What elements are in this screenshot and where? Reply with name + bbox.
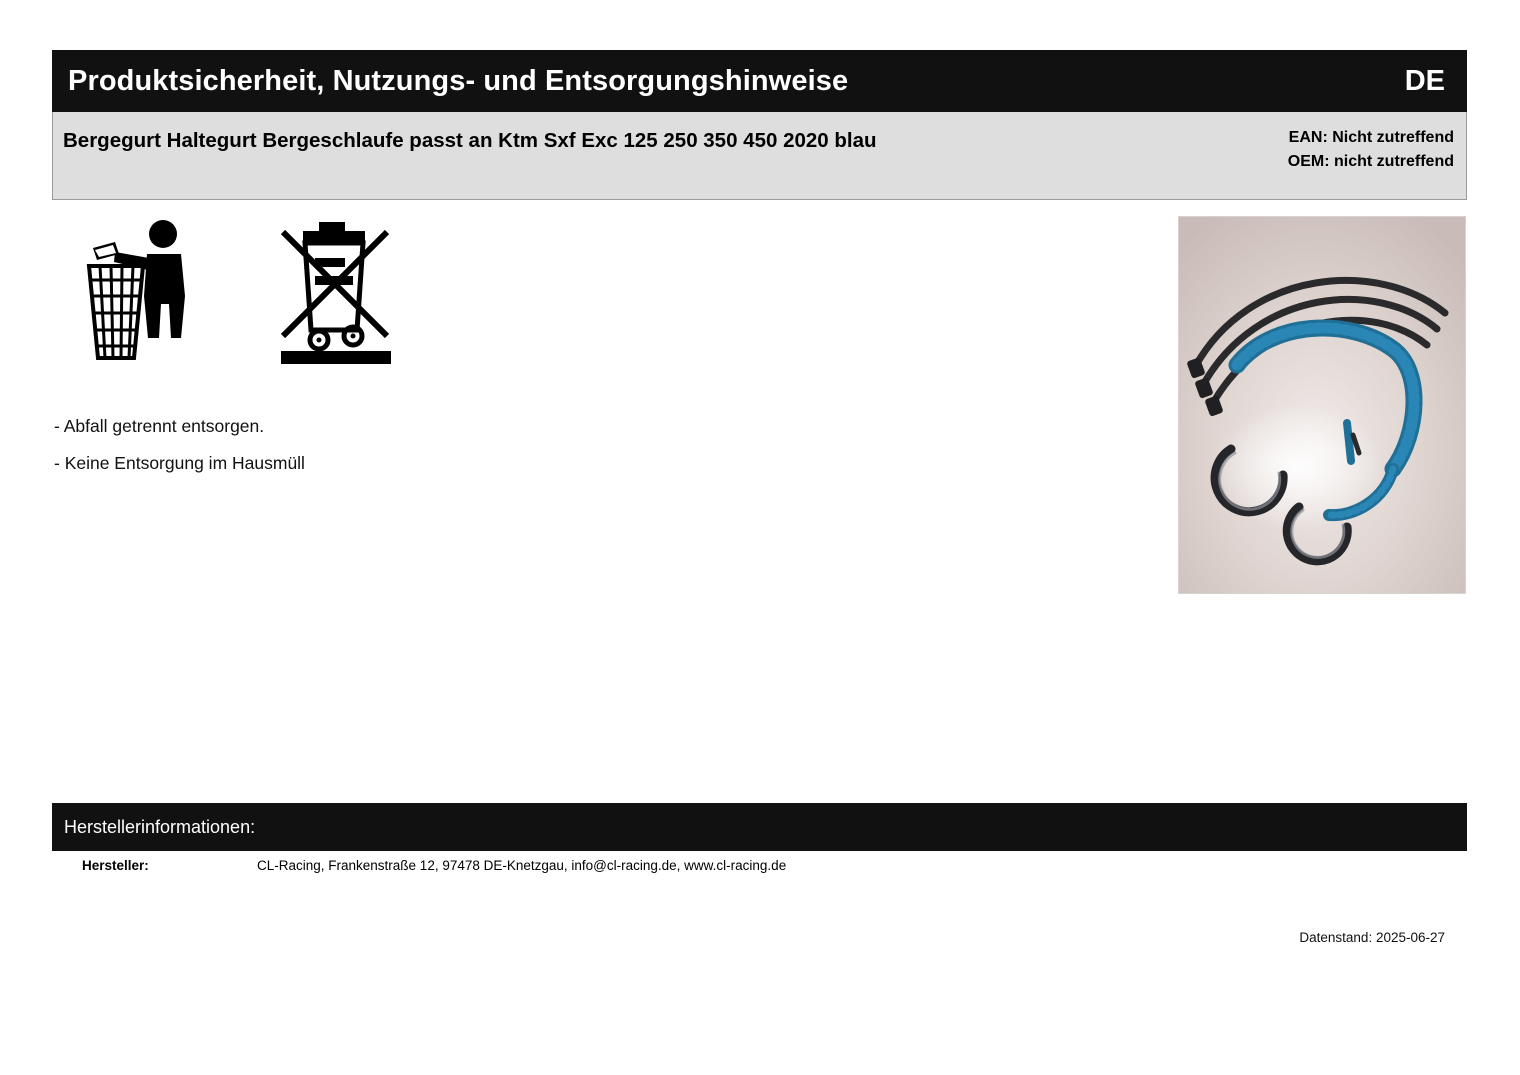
ean-label: EAN: Nicht zutreffend [1288, 129, 1454, 146]
document-header [52, 50, 1467, 112]
waste-bin-person-icon [85, 218, 215, 373]
product-photo [1178, 216, 1466, 594]
manufacturer-value: CL-Racing, Frankenstraße 12, 97478 DE-Knetzgau, info@cl-racing.de, www.cl-racing.de [257, 858, 787, 873]
product-info-bar [52, 112, 1467, 200]
disposal-note-1: - Abfall getrennt entsorgen. [54, 416, 265, 436]
manufacturer-section-label: Herstellerinformationen: [64, 816, 256, 837]
datestamp: Datenstand: 2025-06-27 [1299, 930, 1445, 945]
manufacturer-row [52, 858, 1467, 884]
oem-label: OEM: nicht zutreffend [1287, 153, 1454, 170]
manufacturer-section-bar [52, 803, 1467, 851]
disposal-notes [54, 408, 754, 482]
manufacturer-key: Hersteller: [82, 858, 149, 873]
weee-crossed-out-bin-icon [275, 218, 400, 373]
language-badge: DE [1404, 64, 1445, 97]
product-codes [1288, 126, 1454, 174]
pictogram-row [85, 218, 445, 378]
disposal-note-2: - Keine Entsorgung im Hausmüll [54, 453, 305, 473]
product-name: Bergegurt Haltegurt Bergeschlaufe passt an Ktm Sxf Exc 125 250 350 450 2020 blau [63, 129, 877, 152]
page-title: Produktsicherheit, Nutzungs- und Entsorgungshinweise [68, 64, 849, 97]
